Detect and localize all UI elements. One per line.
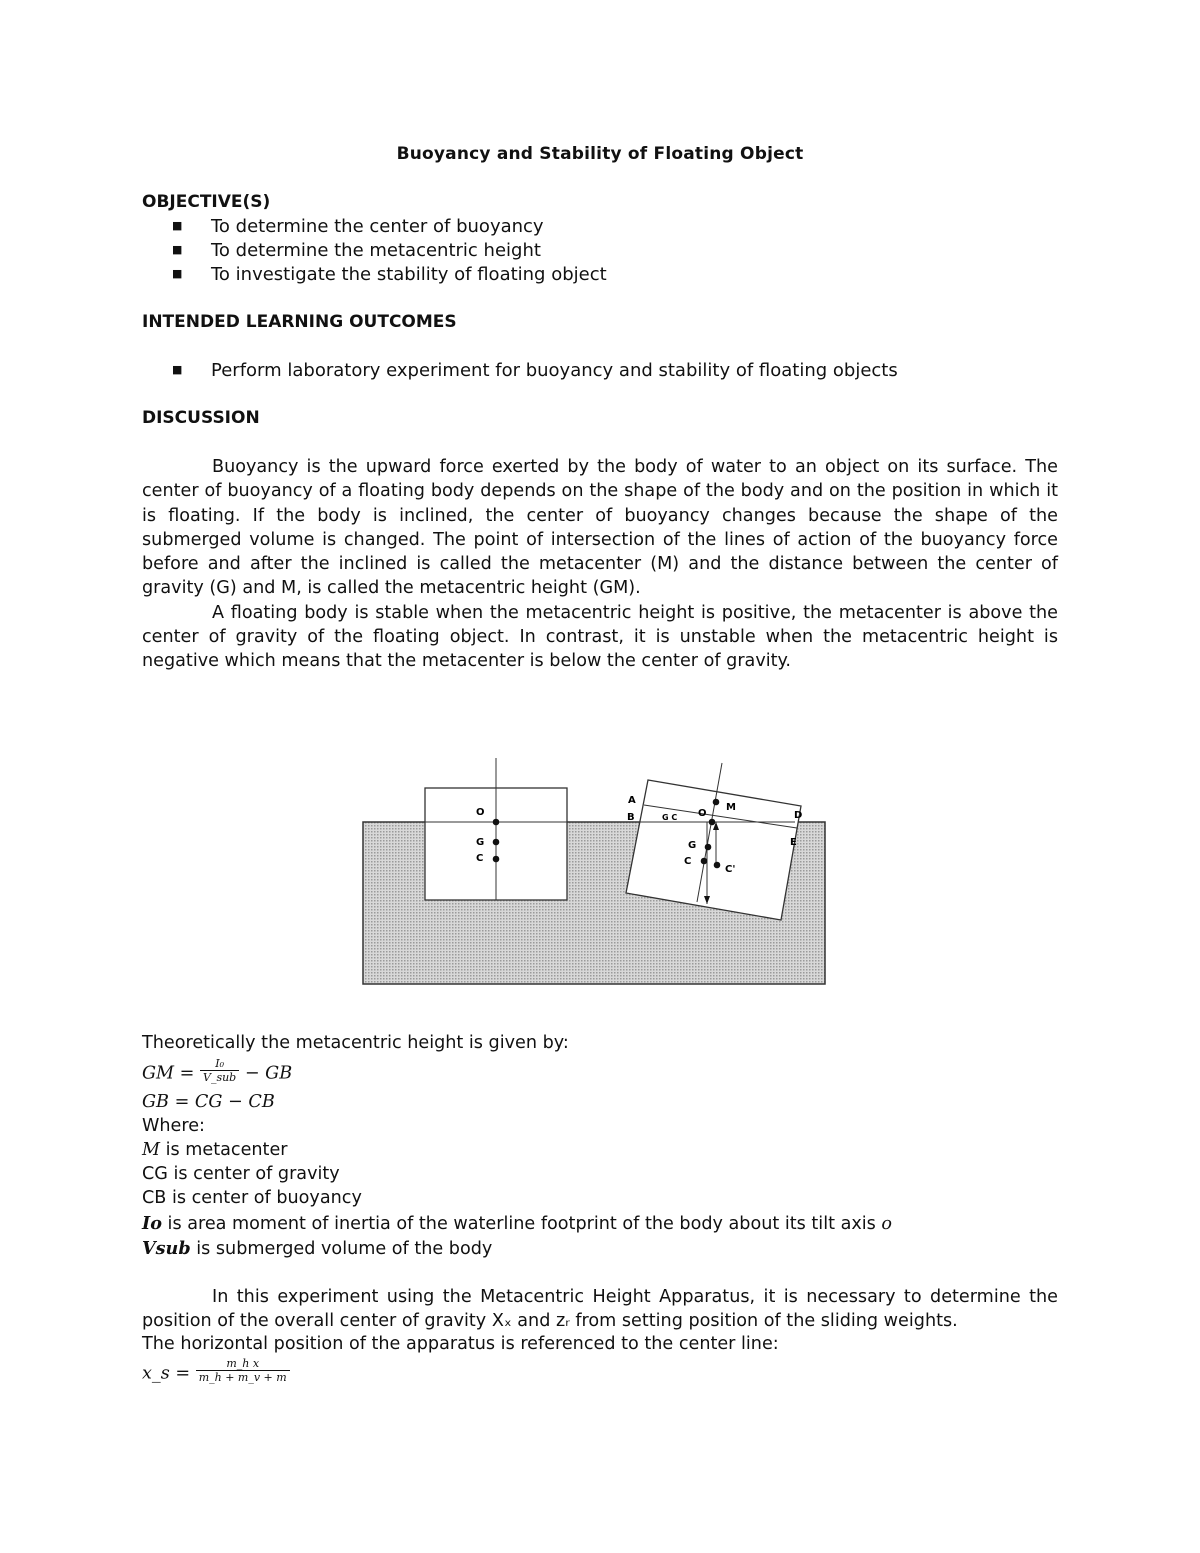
objective-item: ■ To investigate the stability of floating object bbox=[172, 264, 607, 285]
bullet-icon: ■ bbox=[172, 266, 183, 280]
objective-item: ■ To determine the metacentric height bbox=[172, 240, 541, 261]
discussion-paragraph-2: A floating body is stable when the metacentric height is positive, the metacenter is above the center of gravity of the floating object. In contrast, it is unstable when the metacentric height is negative which means that the metacenter is below the center of gravity. bbox=[142, 602, 1058, 672]
label-m: M bbox=[726, 802, 736, 813]
buoyancy-diagram bbox=[350, 750, 840, 1000]
theory-intro: Theoretically the metacentric height is given by: bbox=[142, 1033, 569, 1053]
definition-cb: CB is center of buoyancy bbox=[142, 1188, 362, 1208]
ilo-item: ■ Perform laboratory experiment for buoyancy and stability of floating objects bbox=[172, 360, 898, 381]
label-c: C bbox=[476, 853, 484, 864]
bullet-icon: ■ bbox=[172, 242, 183, 256]
label-o-inclined: O bbox=[698, 808, 707, 819]
where-label: Where: bbox=[142, 1116, 205, 1136]
label-e: E bbox=[790, 837, 797, 848]
label-g: G bbox=[476, 837, 485, 848]
definition-cg: CG is center of gravity bbox=[142, 1164, 340, 1184]
equation-gm: GM = $\frac{\text{I₀}}{\text{V\_sub}}$ − GB bbox=[142, 1057, 293, 1084]
document-title: Buoyancy and Stability of Floating Object bbox=[396, 144, 804, 164]
label-gc-prime: G C bbox=[662, 813, 678, 822]
objectives-heading: OBJECTIVE(S) bbox=[142, 192, 271, 212]
equation-gb: GB = CG − CB bbox=[142, 1092, 275, 1112]
upright-body bbox=[425, 758, 567, 900]
definition-vsub: Vsub is submerged volume of the body bbox=[142, 1238, 493, 1259]
label-c-prime: C' bbox=[725, 864, 736, 875]
definition-m: M is metacenter bbox=[142, 1140, 288, 1160]
equation-xs: x_s = $\frac{\text{m\_h x}}{m\_h + m\_v + m}$ bbox=[142, 1360, 290, 1387]
objective-item: ■ To determine the center of buoyancy bbox=[172, 216, 544, 237]
label-c-inclined: C bbox=[684, 856, 692, 867]
label-o: O bbox=[476, 807, 485, 818]
ilo-heading: INTENDED LEARNING OUTCOMES bbox=[142, 312, 457, 332]
label-a: A bbox=[628, 795, 636, 806]
label-b: B bbox=[627, 812, 635, 823]
label-g-inclined: G bbox=[688, 840, 697, 851]
horizontal-note: The horizontal position of the apparatus is referenced to the center line: bbox=[142, 1334, 779, 1354]
definition-io: Io is area moment of inertia of the waterline footprint of the body about its tilt axis o bbox=[142, 1213, 893, 1234]
inclined-body bbox=[626, 763, 802, 920]
bullet-icon: ■ bbox=[172, 362, 183, 376]
bullet-icon: ■ bbox=[172, 218, 183, 232]
experiment-paragraph: In this experiment using the Metacentric Height Apparatus, it is necessary to determine the position of the overall center of gravity Xₓ and zᵣ from setting position of the sliding weights. bbox=[142, 1287, 1058, 1332]
discussion-heading: DISCUSSION bbox=[142, 408, 260, 428]
discussion-paragraph-1: Buoyancy is the upward force exerted by the body of water to an object on its surface. The center of buoyancy of a floating body depends on the shape of the body and on the position in which it is floating. If the body is inclined, the center of buoyancy changes because the shape of the submerged volume is changed. The point of intersection of the lines of action of the buoyancy force before and after the inclined is called the metacenter (M) and the distance between the center of gravity (G) and M, is called the metacentric height (GM). A floating body is stable when the metacentric height is positive, the metacenter is above the center of gravity of the floating object. In contrast, it is unstable when the metacentric height is negative which means that the metacenter is below the center of gravity. bbox=[142, 457, 1058, 672]
label-d: D bbox=[794, 810, 803, 821]
